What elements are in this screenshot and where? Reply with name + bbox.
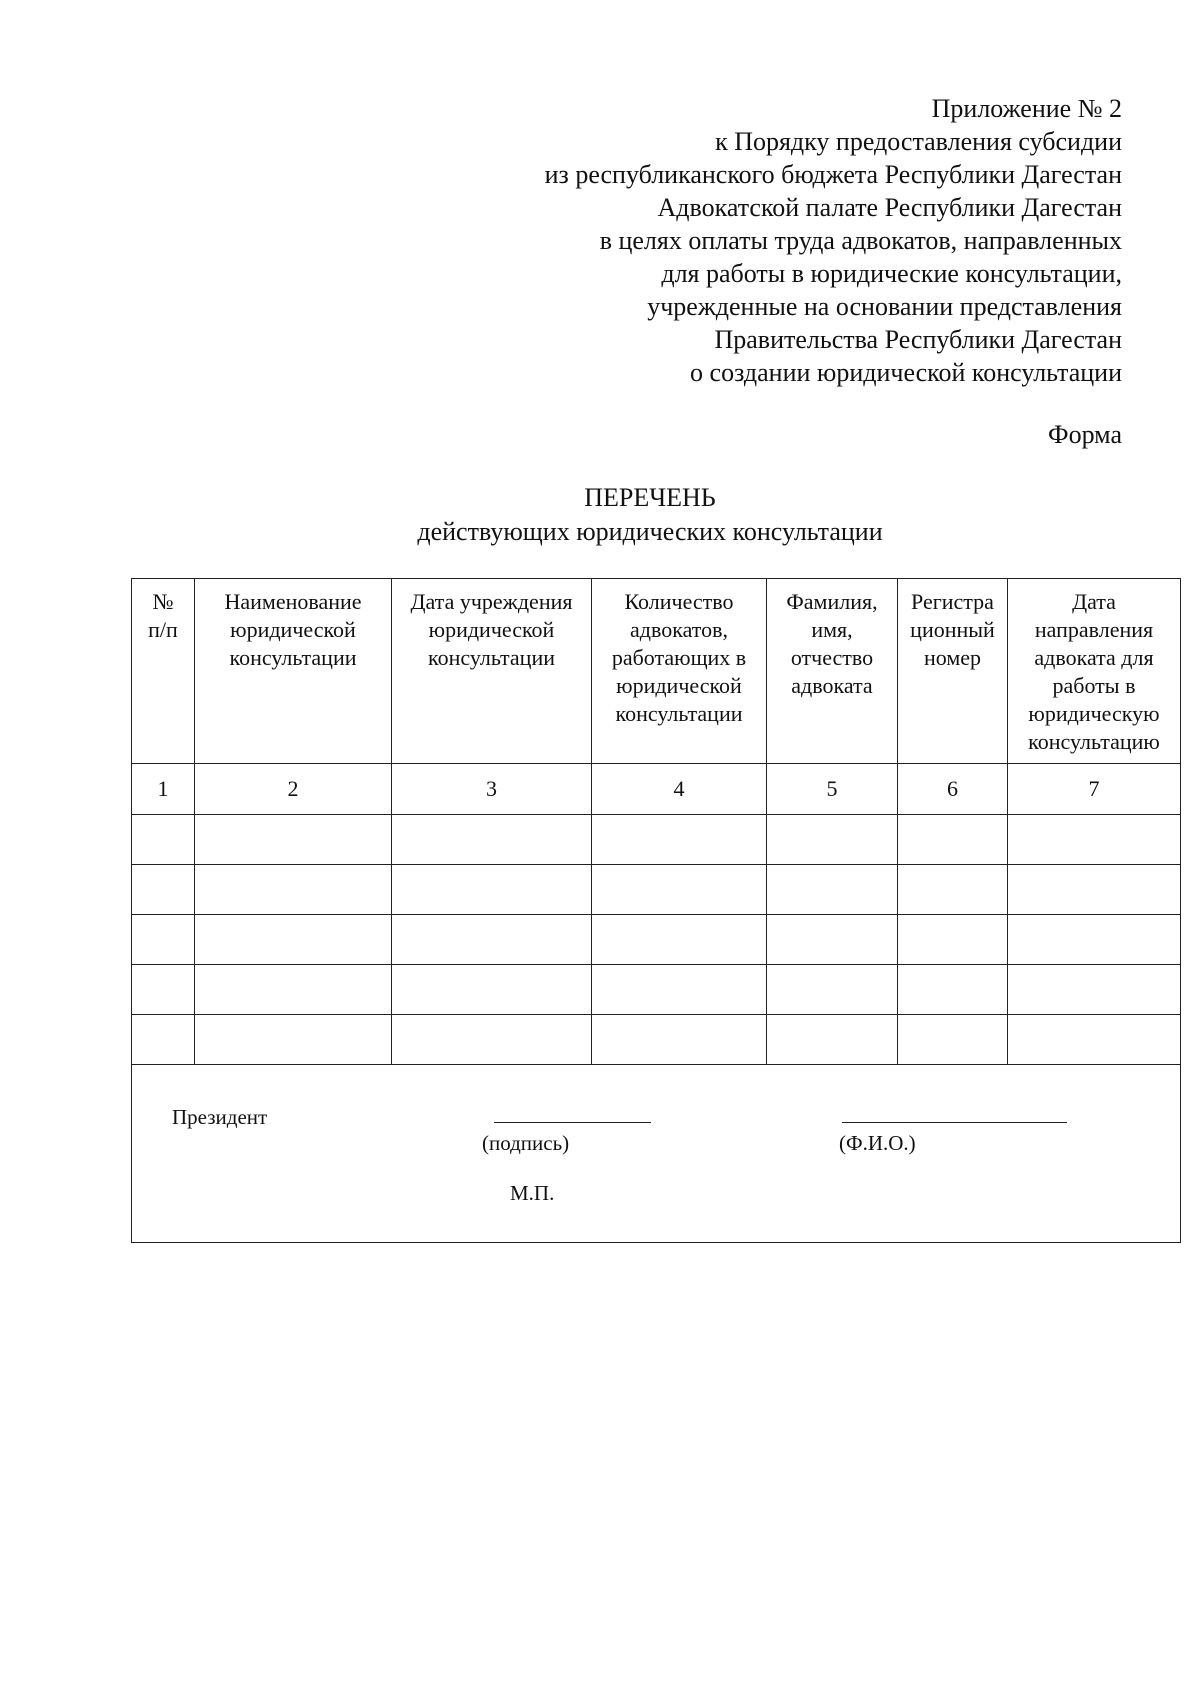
signature-footer-row xyxy=(132,1065,1181,1243)
table-cell xyxy=(1008,915,1181,965)
table-cell xyxy=(1008,965,1181,1015)
table-cell xyxy=(195,865,392,915)
table-cell xyxy=(132,965,195,1015)
appendix-line: из республиканского бюджета Республики Дагестан xyxy=(544,160,1122,189)
table-cell xyxy=(767,865,898,915)
seal-label: М.П. xyxy=(510,1181,555,1205)
table-cell xyxy=(195,1015,392,1065)
appendix-line: учрежденные на основании представления xyxy=(647,292,1122,321)
document-subtitle: действующих юридических консультации xyxy=(417,517,883,546)
table-cell xyxy=(132,915,195,965)
table-cell xyxy=(392,1015,592,1065)
appendix-line: в целях оплаты труда адвокатов, направленных xyxy=(599,226,1122,255)
table-row xyxy=(132,1015,1181,1065)
header-cell xyxy=(132,579,195,764)
table-cell xyxy=(592,1015,767,1065)
table-cell xyxy=(898,915,1008,965)
appendix-line: Приложение № 2 xyxy=(931,94,1122,123)
president-label: Президент xyxy=(172,1105,268,1129)
appendix-line: о создании юридической консультации xyxy=(690,358,1122,387)
fio-label: (Ф.И.О.) xyxy=(839,1131,916,1155)
column-number: 7 xyxy=(1008,764,1181,815)
table-cell xyxy=(195,915,392,965)
signature-footer xyxy=(132,1065,1181,1243)
column-number-row xyxy=(132,764,1181,815)
table-cell xyxy=(1008,1015,1181,1065)
header-text: Регистра ционный номер xyxy=(910,589,995,670)
appendix-line: Правительства Республики Дагестан xyxy=(714,325,1122,354)
appendix-line: Адвокатской палате Республики Дагестан xyxy=(657,193,1122,222)
table-cell xyxy=(195,815,392,865)
table-cell xyxy=(767,1015,898,1065)
table-cell xyxy=(132,865,195,915)
table-cell xyxy=(392,965,592,1015)
appendix-line: для работы в юридические консультации, xyxy=(661,259,1122,288)
table-row xyxy=(132,915,1181,965)
table-cell xyxy=(898,815,1008,865)
header-cell xyxy=(392,579,592,764)
appendix-block xyxy=(402,92,1122,389)
table-cell xyxy=(392,865,592,915)
header-text: Дата направления адвоката для работы в юридическую консультацию xyxy=(1028,589,1160,754)
table-cell xyxy=(592,965,767,1015)
document-title: ПЕРЕЧЕНЬ xyxy=(584,483,716,512)
header-cell xyxy=(195,579,392,764)
table-cell xyxy=(592,915,767,965)
table-cell xyxy=(592,815,767,865)
signature-label: (подпись) xyxy=(482,1131,570,1155)
table-row xyxy=(132,865,1181,915)
column-number: 3 xyxy=(392,764,592,815)
table-cell xyxy=(132,815,195,865)
table-header-row xyxy=(132,579,1181,764)
table-cell xyxy=(392,815,592,865)
table-cell xyxy=(898,865,1008,915)
table-cell xyxy=(392,915,592,965)
header-cell xyxy=(1008,579,1181,764)
header-cell xyxy=(592,579,767,764)
signature-line xyxy=(494,1122,651,1123)
header-text: Дата учреждения юридической консультации xyxy=(410,589,573,670)
header-text: Количество адвокатов, работающих в юридической консультации xyxy=(611,589,747,726)
table-cell xyxy=(132,1015,195,1065)
header-text: Фамилия, имя, отчество адвоката xyxy=(786,589,878,698)
column-number: 5 xyxy=(767,764,898,815)
table-cell xyxy=(767,965,898,1015)
column-number: 1 xyxy=(132,764,195,815)
table-row xyxy=(132,815,1181,865)
table-cell xyxy=(898,965,1008,1015)
appendix-line: к Порядку предоставления субсидии xyxy=(715,127,1122,156)
table-row xyxy=(132,965,1181,1015)
table-cell xyxy=(1008,815,1181,865)
header-text: № п/п xyxy=(148,589,178,642)
column-number: 6 xyxy=(898,764,1008,815)
fio-line xyxy=(842,1122,1067,1123)
consultations-table xyxy=(131,578,1181,1243)
table-cell xyxy=(1008,865,1181,915)
header-cell xyxy=(767,579,898,764)
column-number: 4 xyxy=(592,764,767,815)
table-cell xyxy=(767,815,898,865)
form-label: Форма xyxy=(1048,420,1122,449)
table-cell xyxy=(898,1015,1008,1065)
header-text: Наименование юридической консультации xyxy=(224,589,362,670)
column-number: 2 xyxy=(195,764,392,815)
table-cell xyxy=(592,865,767,915)
table-cell xyxy=(195,965,392,1015)
table-cell xyxy=(767,915,898,965)
header-cell xyxy=(898,579,1008,764)
